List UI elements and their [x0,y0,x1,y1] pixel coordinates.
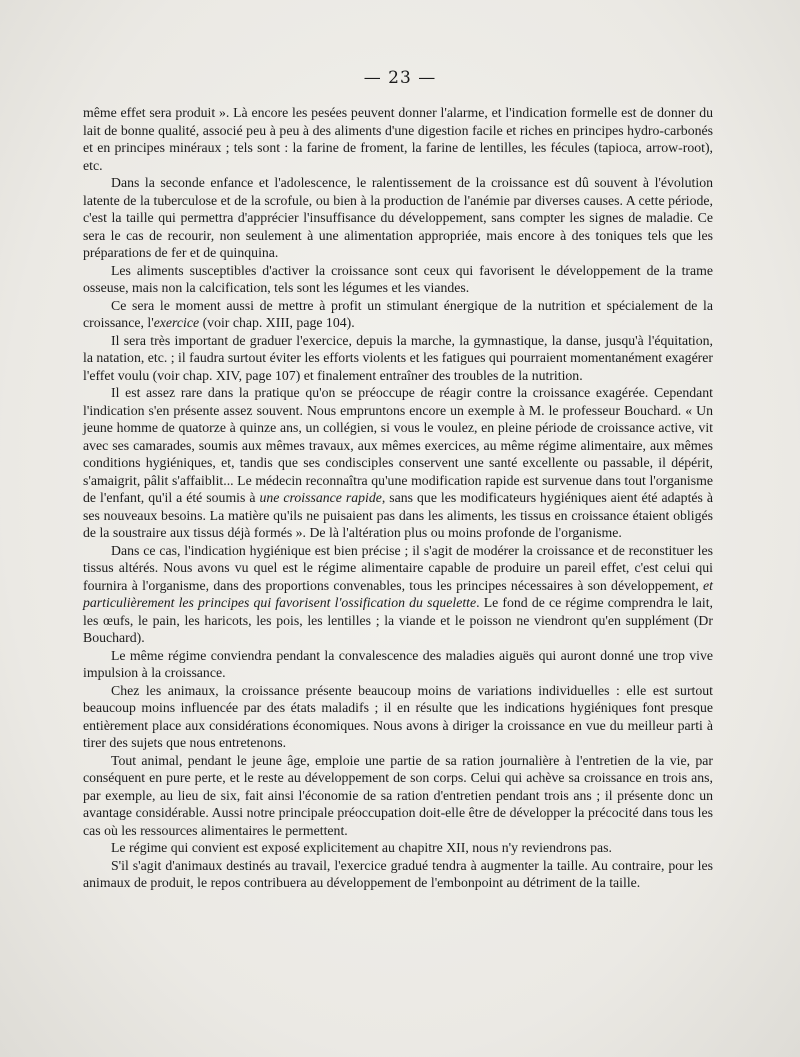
page-number: — 23 — [363,68,437,88]
text-run: . Le fond de ce régime comprendra le lait, les œufs, le pain, les haricots, les pois, les lentilles ; la viande et le poisson ne viendront qu'en supplément (Dr Bouchard). [83,595,713,645]
paragraph [83,104,713,174]
text-run: Dans ce cas, l'indication hygiénique est bien précise ; il s'agit de modérer la croissance et de reconstituer les tissus altérés. Nous avons vu quel est le régime alimentaire capable de produire un pareil effet, c'est celui qui fournira à l'organisme, dans des proportions convenables, tous les principes nécessaires à son développement, [83,542,713,593]
italic-phrase: une croissance rapide [259,490,382,505]
text-run: Le régime qui convient est exposé explicitement au chapitre XII, nous n'y reviendrons pas. [111,840,612,855]
text-run: (voir chap. XIII, page 104). [199,315,355,330]
paragraph [83,297,713,332]
paragraph [83,839,713,857]
italic-phrase: et particulièrement les principes qui favorisent l'ossification du squelette [83,577,713,610]
paragraph [83,384,713,542]
text-run: S'il s'agit d'animaux destinés au travail, l'exercice gradué tendra à augmenter la taille. Au contraire, pour les animaux de produit, le repos contribuera au développement de l'embonpoint au détriment de la taille. [83,857,713,890]
text-run: Tout animal, pendant le jeune âge, emploie une partie de sa ration journalière à l'entretien de la vie, par conséquent en pure perte, et le reste au développement de son corps. Celui qui achève sa croissance en trois ans, par exemple, au lieu de six, fait ainsi l'économie de sa ration d'entretien pendant trois ans ; il présente donc un avantage considérable. Aussi notre principale préoccupation doit-elle être de développer la précocité dans tous les cas où les ressources alimentaires le permettent. [83,752,713,838]
text-run: Chez les animaux, la croissance présente beaucoup moins de variations individuelles : elle est surtout beaucoup moins influencée par des états maladifs ; il en résulte que les indications hygiéniques font presque entièrement place aux considérations économiques. Nous avons à diriger la croissance en vue du meilleur parti à tirer des sujets que nous entretenons. [83,682,713,750]
paragraph [83,647,713,682]
text-run: Il est assez rare dans la pratique qu'on se préoccupe de réagir contre la croissance exagérée. Cependant l'indication s'en présente assez souvent. Nous empruntons encore un exemple à M. le professeur Bouchard. « Un jeune homme de quatorze à quinze ans, un collégien, si vous le voulez, en pleine période de croissance active, vit avec ses camarades, soumis aux mêmes travaux, aux mêmes exercices, au même régime alimentaire, aux mêmes conditions hygiéniques, et, tandis que ses condisciples conservent une santé excellente ou passable, il dépérit, s'amaigrit, pâlit s'affaiblit... Le médecin reconnaîtra qu'une modification rapide est survenue dans tout l'organisme de l'enfant, qu'il a été soumis à [83,385,713,505]
italic-phrase: exercice [153,315,200,330]
body-text [83,104,713,892]
paragraph [83,262,713,297]
paragraph [83,857,713,892]
text-run: Il sera très important de graduer l'exercice, depuis la marche, la gymnastique, la danse, jusqu'à l'équitation, la natation, etc. ; il faudra surtout éviter les efforts violents et les fatigues qui pourraient momentanément exagérer l'effet voulu (voir chap. XIV, page 107) et finalement entraîner des troubles de la nutrition. [83,332,713,383]
paragraph [83,174,713,262]
text-run: Dans la seconde enfance et l'adolescence, le ralentissement de la croissance est dû souvent à l'évolution latente de la tuberculose et de la scrofule, ou bien à la production de l'anémie par diverses causes. A cette période, c'est la taille qui permettra d'apprécier l'insuffisance du développement, sans compter les signes de maladie. Ce sera le cas de recourir, non seulement à une alimentation appropriée, mais encore à des toniques tels que les préparations de fer et de quinquina. [83,175,713,260]
paragraph [83,332,713,385]
text-run: Le même régime conviendra pendant la convalescence des maladies aiguës qui auront donné une trop vive impulsion à la croissance. [83,647,713,680]
text-run: même effet sera produit ». Là encore les pesées peuvent donner l'alarme, et l'indication formelle est de donner du lait de bonne qualité, associé peu à peu à des aliments d'une digestion facile et riches en principes hydro-carbonés et en principes minéraux ; tels sont : la farine de froment, la farine de lentilles, les fécules (tapioca, arrow-root), etc. [83,105,713,173]
text-run: , sans que les modificateurs hygiéniques aient été adaptés à ses nouveaux besoins. La matière qu'ils ne puisaient pas dans les aliments, les tissus en croissance étaient obligés de la soustraire aux tissus déjà formés ». De là l'altération plus ou moins profonde de l'organisme. [83,490,713,540]
paragraph [83,682,713,752]
paragraph [83,542,713,647]
text-run: Ce sera le moment aussi de mettre à profit un stimulant énergique de la nutrition et spécialement de la croissance, l' [83,297,713,330]
paragraph [83,752,713,840]
text-run: Les aliments susceptibles d'activer la croissance sont ceux qui favorisent le développement de la trame osseuse, mais non la calcification, tels sont les légumes et les viandes. [83,262,713,295]
